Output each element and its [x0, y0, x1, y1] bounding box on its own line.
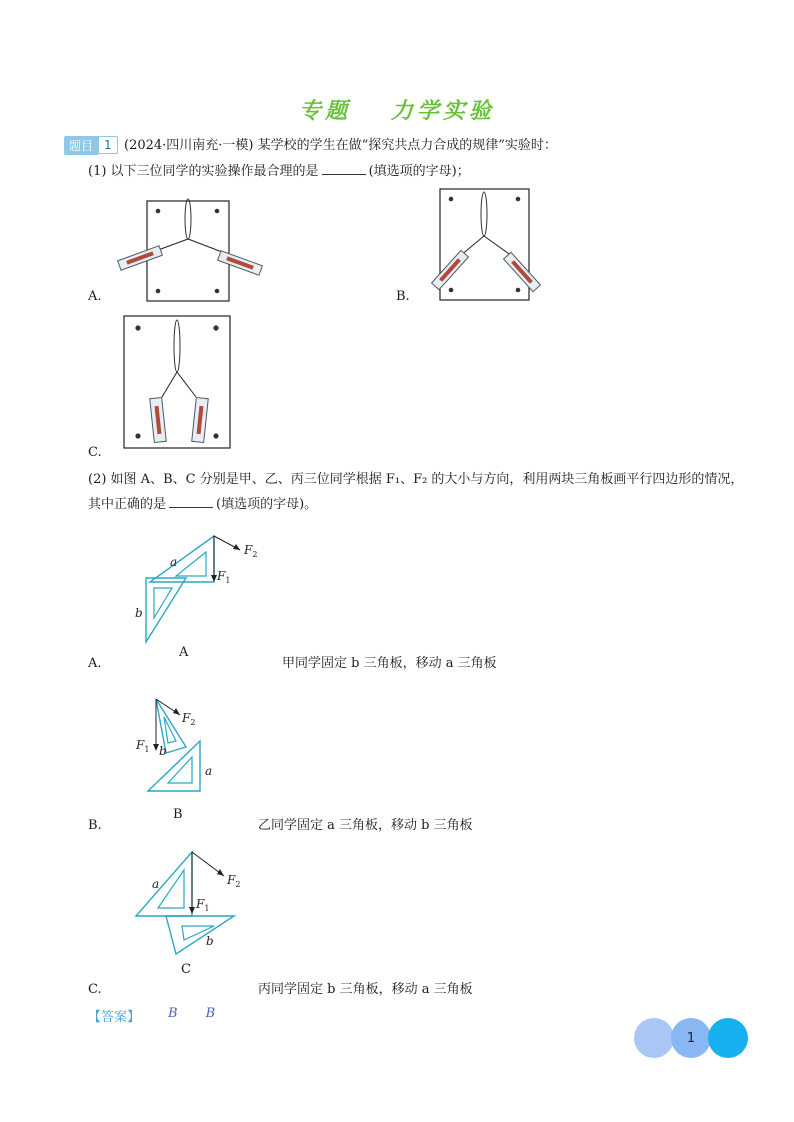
question-tag-label: 题目: [64, 136, 98, 155]
part2-option-c-desc: 丙同学固定 b 三角板，移动 a 三角板: [258, 982, 473, 997]
question-part2-line1: (2) 如图 A、B、C 分别是甲、乙、丙三位同学根据 F₁、F₂ 的大小与方向，利用两块三角板画平行四边形的情况，: [88, 472, 744, 487]
figure-part1-b: [430, 186, 550, 306]
label-f1: $F_1$: [136, 738, 150, 754]
figure-part2-b-caption: B: [173, 807, 183, 822]
label-f1: $F_1$: [196, 897, 210, 913]
label-tri-a: a: [170, 555, 178, 569]
label-f1: $F_1$: [217, 569, 231, 585]
question-part2-line2: [88, 495, 317, 514]
answer-label: 【答案】: [88, 1010, 141, 1025]
label-f2: $F_2$: [227, 873, 241, 889]
part1-option-c-label: C.: [88, 445, 102, 460]
page-number-badge: [634, 1018, 748, 1058]
answer-value-1: B: [168, 1006, 178, 1021]
part1-text-before: (1) 以下三位同学的实验操作最合理的是: [88, 164, 319, 179]
page-number: 1: [671, 1018, 711, 1058]
figure-part2-c: [130, 848, 260, 958]
part2-option-a-label: A.: [88, 656, 102, 671]
answer-value-2: B: [205, 1006, 216, 1021]
label-tri-b: b: [206, 934, 214, 948]
figure-part1-c: [118, 312, 238, 452]
question-part1: [88, 162, 470, 181]
part1-answer-blank: [322, 162, 366, 175]
figure-part1-a: [110, 195, 280, 305]
part2-option-b-desc: 乙同学固定 a 三角板，移动 b 三角板: [258, 818, 473, 833]
label-tri-a: a: [205, 764, 213, 778]
question-tag-number: 1: [98, 136, 118, 154]
title-part-subject: 力学实验: [390, 98, 495, 124]
label-tri-a: a: [152, 877, 160, 891]
question-stem: (2024·四川南充·一模) 某学校的学生在做“探究共点力合成的规律”实验时：: [124, 138, 557, 153]
badge-circle-right: [708, 1018, 748, 1058]
label-tri-b: b: [159, 744, 167, 758]
title-part-topic: 专题: [299, 98, 352, 124]
part2-text-after: (填选项的字母)。: [216, 497, 318, 512]
label-f2: $F_2$: [182, 711, 196, 727]
part2-option-a-desc: 甲同学固定 b 三角板，移动 a 三角板: [282, 656, 497, 671]
part2-option-b-label: B.: [88, 818, 102, 833]
figure-part2-b: [130, 695, 240, 800]
answer-line: [88, 1006, 215, 1025]
part2-text-before: 其中正确的是: [88, 497, 167, 512]
part1-text-after: (填选项的字母)；: [368, 164, 470, 179]
figure-part2-a-caption: A: [179, 645, 189, 660]
label-f2: $F_2$: [244, 543, 258, 559]
figure-part2-c-caption: C: [181, 962, 191, 977]
question-tag: [64, 136, 118, 154]
figure-part2-a: [120, 530, 280, 650]
page-title: [0, 94, 794, 125]
badge-circle-left: [634, 1018, 674, 1058]
part2-option-c-label: C.: [88, 982, 102, 997]
part1-option-b-label: B.: [396, 289, 410, 304]
part2-answer-blank: [169, 495, 213, 508]
part1-option-a-label: A.: [88, 289, 102, 304]
label-tri-b: b: [135, 606, 143, 620]
